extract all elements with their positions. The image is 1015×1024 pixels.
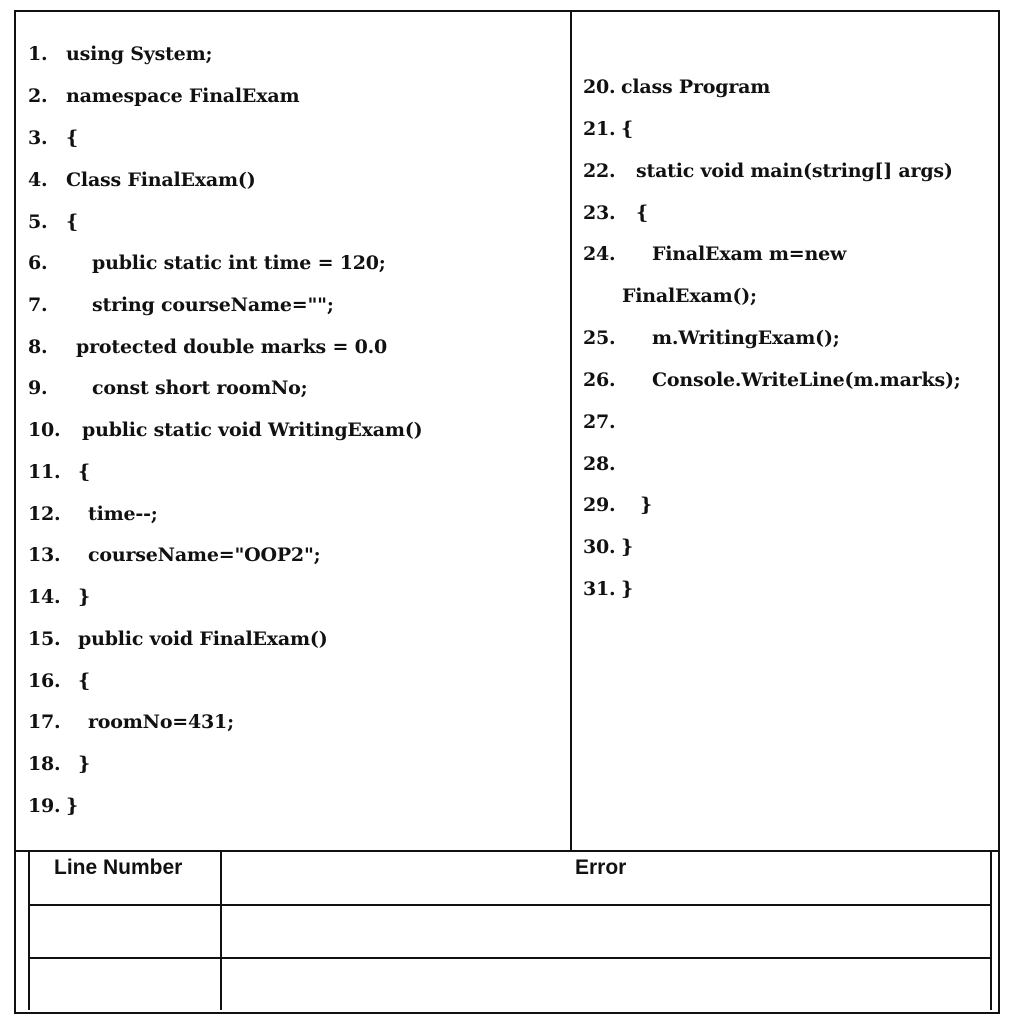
code-line-number: 29. — [583, 494, 616, 516]
code-line-text: roomNo=431; — [88, 711, 234, 733]
code-line-number: 26. — [583, 369, 616, 391]
code-line-number: 22. — [583, 160, 616, 182]
code-line-text: public void FinalExam() — [78, 628, 328, 650]
code-line-number: 17. — [28, 711, 61, 733]
code-line-number: 12. — [28, 503, 61, 525]
code-line-text: courseName="OOP2"; — [88, 544, 321, 566]
error-table — [14, 852, 1000, 1014]
code-line-text: using System; — [66, 43, 213, 65]
code-line-number: 5. — [28, 211, 48, 233]
code-line-text: { — [78, 461, 91, 483]
code-line-number: 27. — [583, 411, 616, 433]
code-line-number: 1. — [28, 43, 48, 65]
code-line-text: { — [66, 127, 79, 149]
code-line-text: } — [78, 753, 91, 775]
code-line-number: 21. — [583, 118, 616, 140]
error-header: Error — [575, 856, 627, 879]
code-line-text: string courseName=""; — [92, 294, 334, 316]
code-line-text: } — [78, 586, 91, 608]
code-line-number: 9. — [28, 377, 48, 399]
code-line-text: } — [66, 795, 79, 817]
code-line-text: const short roomNo; — [92, 377, 308, 399]
code-line-number: 31. — [583, 578, 616, 600]
code-line-number: 20. — [583, 76, 616, 98]
code-line-number: 19. — [28, 795, 61, 817]
code-line-number: 11. — [28, 461, 61, 483]
code-line-number: 10. — [28, 419, 61, 441]
code-line-text: } — [621, 536, 634, 558]
code-line-number: 16. — [28, 670, 61, 692]
error-cell-2[interactable] — [222, 959, 990, 1010]
code-line-number: 24. — [583, 243, 616, 265]
column-divider — [570, 12, 572, 850]
code-line-number: 14. — [28, 586, 61, 608]
code-line-text: m.WritingExam(); — [652, 327, 840, 349]
code-line-number: 3. — [28, 127, 48, 149]
code-line-text: { — [636, 202, 649, 224]
code-line-text: Class FinalExam() — [66, 169, 256, 191]
code-line-number: 23. — [583, 202, 616, 224]
code-line-text: namespace FinalExam — [66, 85, 300, 107]
line-number-header: Line Number — [54, 856, 183, 879]
code-line-text: static void main(string[] args) — [636, 160, 953, 182]
code-line-number: 7. — [28, 294, 48, 316]
error-cell-1[interactable] — [222, 906, 990, 957]
code-line-number: 15. — [28, 628, 61, 650]
code-line-text: { — [66, 211, 79, 233]
code-line-text: FinalExam m=new — [652, 243, 847, 265]
code-line-text: public static int time = 120; — [92, 252, 386, 274]
line-number-cell-2[interactable] — [30, 959, 220, 1010]
code-line-number: 28. — [583, 453, 616, 475]
code-line-text: { — [78, 670, 91, 692]
code-line-text: class Program — [621, 76, 771, 98]
code-line-number: 4. — [28, 169, 48, 191]
line-number-cell-1[interactable] — [30, 906, 220, 957]
code-line-text: time--; — [88, 503, 158, 525]
code-line-text: { — [621, 118, 634, 140]
code-line-text: } — [640, 494, 653, 516]
code-line-text: FinalExam(); — [622, 285, 757, 307]
code-line-number: 8. — [28, 336, 48, 358]
code-table — [14, 10, 1000, 852]
code-line-number: 18. — [28, 753, 61, 775]
code-line-text: public static void WritingExam() — [82, 419, 423, 441]
code-line-text: } — [621, 578, 634, 600]
code-line-number: 2. — [28, 85, 48, 107]
code-line-number: 30. — [583, 536, 616, 558]
code-line-number: 13. — [28, 544, 61, 566]
code-line-text: protected double marks = 0.0 — [76, 336, 388, 358]
code-line-number: 6. — [28, 252, 48, 274]
code-line-number: 25. — [583, 327, 616, 349]
code-line-text: Console.WriteLine(m.marks); — [652, 369, 961, 391]
